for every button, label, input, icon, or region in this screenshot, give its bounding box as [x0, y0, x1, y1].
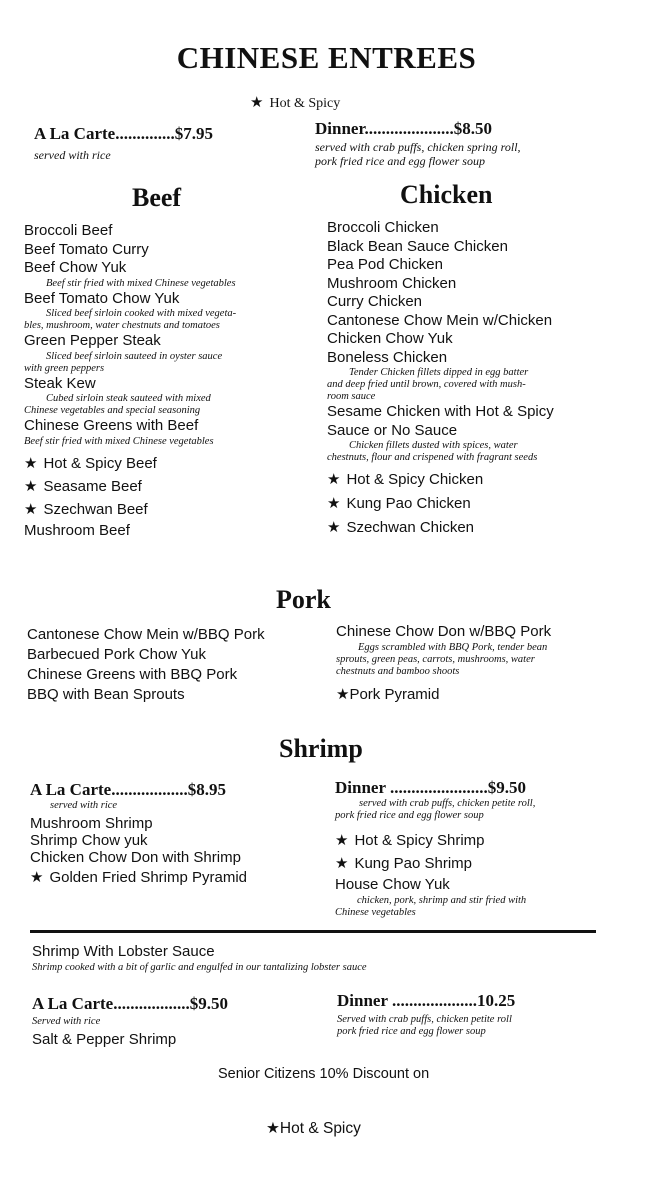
pork-item: Barbecued Pork Chow Yuk [27, 646, 206, 663]
beef-item-name: Szechwan Beef [43, 500, 148, 518]
beef-item [24, 290, 314, 333]
chicken-item [327, 468, 637, 492]
chicken-item [327, 256, 637, 275]
entree-dinner [315, 119, 521, 168]
shrimp-a-la-carte [30, 780, 226, 812]
entree-a-la-carte-note: served with rice [34, 148, 111, 162]
chicken-item-desc: Chicken fillets dusted with spices, water [349, 440, 518, 451]
lobster-a-la-carte-note: Served with rice [32, 1016, 101, 1027]
shrimp-item-name: Shrimp Chow yuk [30, 832, 148, 849]
shrimp-item [30, 832, 320, 849]
beef-item-desc: Cubed sirloin steak sauteed with mixed [46, 393, 211, 404]
senior-discount: Senior Citizens 10% Discount on [218, 1066, 430, 1082]
chicken-section-title: Chicken [400, 180, 493, 209]
chicken-item [327, 492, 637, 516]
shrimp-a-la-carte-note: served with rice [50, 800, 118, 811]
pork-section-title: Pork [276, 585, 331, 614]
shrimp-item [335, 829, 635, 852]
beef-item [24, 452, 314, 475]
shrimp-item-name: Golden Fried Shrimp Pyramid [49, 869, 248, 886]
hot-spicy-legend [250, 93, 340, 112]
pork-item-desc: sprouts, green peas, carrots, mushrooms, water [336, 653, 535, 665]
lobster-a-la-carte-price: A La Carte..................$9.50 [32, 994, 228, 1013]
hot-spicy-footer-label: Hot & Spicy [279, 1120, 361, 1137]
beef-item [24, 332, 314, 375]
chicken-item [327, 516, 637, 540]
lobster-a-la-carte [32, 994, 228, 1050]
beef-item [24, 475, 314, 498]
pork-item: Chinese Chow Don w/BBQ Pork [336, 623, 552, 640]
pork-pyramid-item [336, 686, 636, 705]
beef-item-desc: Beef stir fried with mixed Chinese vegetables [24, 435, 214, 447]
star-icon: ★ [335, 855, 349, 872]
chicken-item-name: Kung Pao Chicken [346, 495, 471, 512]
beef-item-desc: Sliced beef sirloin cooked with mixed vegeta- [46, 308, 237, 319]
shrimp-list-left [30, 815, 320, 890]
beef-item [24, 521, 314, 541]
chicken-item-name: Hot & Spicy Chicken [346, 471, 484, 488]
shrimp-item [30, 849, 320, 866]
chicken-item-name: Chicken Chow Yuk [327, 330, 453, 347]
shrimp-item-name: Mushroom Shrimp [30, 815, 153, 832]
shrimp-item [30, 866, 320, 890]
beef-item-name: Beef Tomato Curry [24, 240, 149, 258]
star-icon: ★ [327, 495, 341, 512]
chicken-list [327, 219, 637, 540]
section-divider [30, 930, 596, 933]
chicken-item-name: Curry Chicken [327, 293, 423, 310]
chicken-item-desc: chestnuts, flour and crispened with fragrant seeds [327, 452, 538, 463]
beef-item [24, 222, 314, 241]
beef-item-name: Steak Kew [24, 374, 96, 392]
beef-item-name: Hot & Spicy Beef [43, 454, 157, 472]
chicken-item [327, 219, 637, 238]
shrimp-item-name: House Chow Yuk [335, 876, 450, 893]
salt-pepper-shrimp: Salt & Pepper Shrimp [32, 1031, 177, 1048]
entree-a-la-carte-price: A La Carte..............$7.95 [34, 124, 213, 143]
chicken-item-desc: and deep fried until brown, covered with mush- [327, 379, 526, 390]
lobster-item-name: Shrimp With Lobster Sauce [32, 943, 215, 960]
pork-item: Chinese Greens with BBQ Pork [27, 666, 238, 683]
chicken-item [327, 238, 637, 257]
lobster-dinner-note-1: Served with crab puffs, chicken petite roll [337, 1014, 512, 1025]
star-icon: ★ [266, 1120, 280, 1137]
shrimp-item-name: Kung Pao Shrimp [354, 855, 473, 872]
star-icon: ★ [327, 519, 341, 536]
beef-item-desc: with green peppers [24, 362, 105, 374]
beef-item [24, 498, 314, 521]
shrimp-dinner-note-1: served with crab puffs, chicken petite roll, [359, 798, 536, 809]
star-icon: ★ [327, 471, 341, 488]
pork-item-desc: chestnuts and bamboo shoots [336, 665, 460, 677]
chicken-item-name: Boneless Chicken [327, 348, 448, 366]
beef-item-desc: Chinese vegetables and special seasoning [24, 405, 201, 416]
pork-item-name: Pork Pyramid [349, 685, 440, 703]
entree-dinner-note-1: served with crab puffs, chicken spring roll, [315, 140, 521, 154]
chicken-item [327, 312, 637, 331]
beef-item [24, 259, 314, 290]
star-icon: ★ [24, 477, 38, 495]
star-icon: ★ [250, 95, 264, 111]
star-icon: ★ [24, 500, 38, 518]
shrimp-dinner-price: Dinner .......................$9.50 [335, 778, 526, 797]
chicken-item-name: Cantonese Chow Mein w/Chicken [327, 311, 553, 329]
chicken-item-name: Broccoli Chicken [327, 219, 439, 236]
pork-list-right [336, 623, 636, 704]
chicken-item-desc: room sauce [327, 391, 376, 402]
chicken-item [327, 403, 637, 422]
pork-item: BBQ with Bean Sprouts [27, 686, 185, 703]
entree-dinner-note-2: pork fried rice and egg flower soup [315, 154, 485, 168]
beef-item-name: Mushroom Beef [24, 521, 130, 539]
beef-list [24, 222, 314, 541]
lobster-dinner [337, 991, 515, 1038]
page-title: CHINESE ENTREES [176, 40, 477, 75]
beef-item-desc: bles, mushroom, water chestnuts and tomatoes [24, 320, 220, 331]
chicken-item-name: Szechwan Chicken [346, 519, 475, 536]
shrimp-item-name: Chicken Chow Don with Shrimp [30, 849, 241, 866]
chicken-item [327, 422, 637, 465]
beef-item [24, 375, 314, 418]
star-icon: ★ [335, 832, 349, 849]
shrimp-item-name: Hot & Spicy Shrimp [354, 832, 485, 849]
lobster-dinner-note-2: pork fried rice and egg flower soup [337, 1026, 486, 1037]
lobster-section [32, 943, 367, 974]
lobster-item-desc: Shrimp cooked with a bit of garlic and engulfed in our tantalizing lobster sauce [32, 961, 367, 973]
shrimp-section-title: Shrimp [279, 734, 363, 763]
entree-a-la-carte [34, 124, 213, 162]
pork-list-left [27, 625, 327, 705]
pork-item: Cantonese Chow Mein w/BBQ Pork [27, 626, 265, 643]
chicken-item-name: Sesame Chicken with Hot & Spicy [327, 403, 554, 420]
star-icon: ★ [30, 869, 44, 886]
hot-spicy-footer [266, 1119, 361, 1138]
chicken-item-name: Mushroom Chicken [327, 274, 457, 292]
shrimp-item-desc: chicken, pork, shrimp and stir fried with [357, 895, 527, 906]
shrimp-a-la-carte-price: A La Carte..................$8.95 [30, 780, 226, 799]
lobster-dinner-price: Dinner ....................10.25 [337, 991, 516, 1010]
beef-item [24, 417, 314, 448]
shrimp-item [30, 815, 320, 832]
chicken-item [327, 349, 637, 404]
beef-section-title: Beef [132, 183, 182, 212]
chicken-item [327, 293, 637, 312]
beef-item-name: Chinese Greens with Beef [24, 417, 199, 434]
shrimp-item [335, 852, 635, 875]
beef-item-desc: Beef stir fried with mixed Chinese vegetables [46, 277, 236, 289]
chicken-item-name: Sauce or No Sauce [327, 421, 458, 439]
beef-item-desc: Sliced beef sirloin sauteed in oyster sauce [46, 350, 223, 362]
shrimp-item-desc: Chinese vegetables [335, 907, 416, 918]
shrimp-list-right [335, 829, 635, 919]
beef-item [24, 241, 314, 260]
beef-item-name: Beef Tomato Chow Yuk [24, 289, 180, 307]
chicken-item-name: Black Bean Sauce Chicken [327, 237, 508, 255]
star-icon: ★ [336, 685, 350, 703]
shrimp-dinner-note-2: pork fried rice and egg flower soup [335, 810, 484, 821]
chicken-item [327, 275, 637, 294]
beef-item-name: Seasame Beef [43, 477, 142, 495]
chicken-item-name: Pea Pod Chicken [327, 256, 443, 273]
chicken-item [327, 330, 637, 349]
beef-item-name: Beef Chow Yuk [24, 259, 127, 276]
pork-item-desc: Eggs scrambled with BBQ Pork, tender bean [358, 641, 548, 653]
beef-item-name: Green Pepper Steak [24, 332, 161, 349]
shrimp-dinner [335, 778, 535, 822]
entree-dinner-price: Dinner.....................$8.50 [315, 119, 492, 138]
hot-spicy-legend-label: Hot & Spicy [269, 96, 341, 111]
beef-item-name: Broccoli Beef [24, 222, 113, 239]
shrimp-item [335, 875, 635, 895]
star-icon: ★ [24, 454, 38, 472]
chicken-item-desc: Tender Chicken fillets dipped in egg batter [349, 367, 529, 378]
